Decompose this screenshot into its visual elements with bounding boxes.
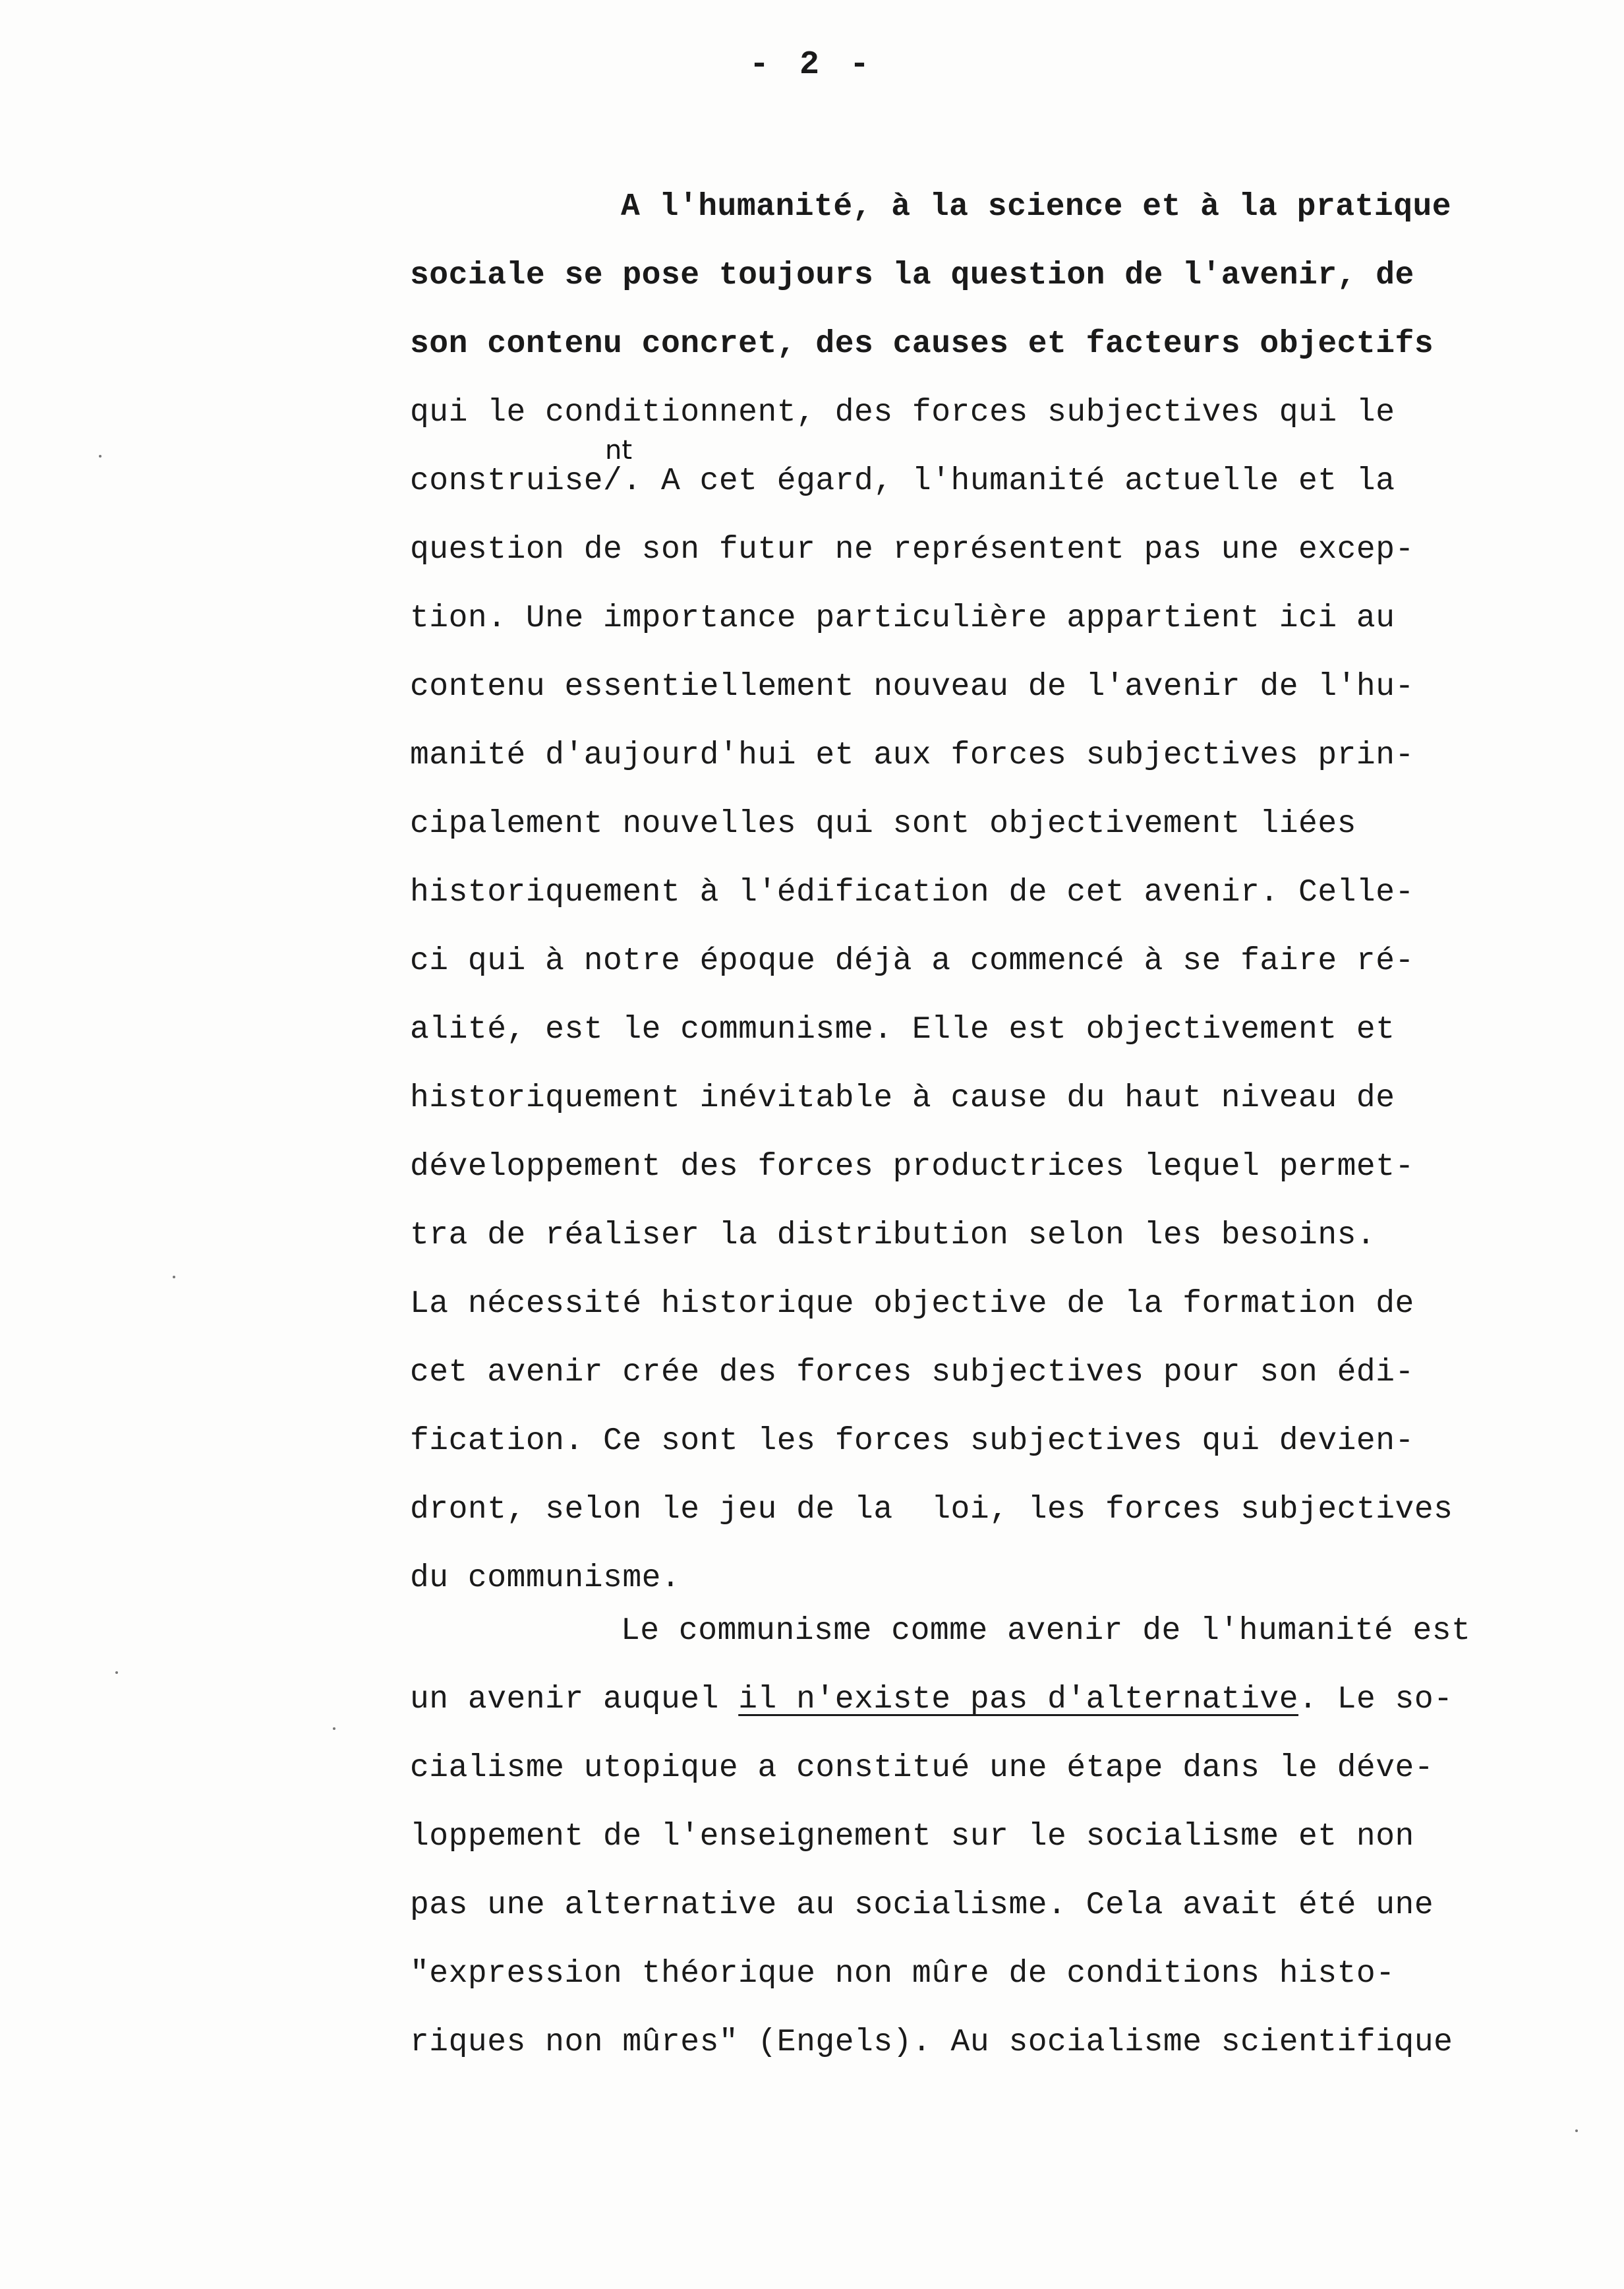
paragraph-1 bbox=[410, 173, 1530, 1613]
text-line: développement des forces productrices lequel permet- bbox=[410, 1149, 1414, 1185]
text-line: "expression théorique non mûre de conditions histo- bbox=[410, 1956, 1395, 1992]
text-line: cet avenir crée des forces subjectives pour son édi- bbox=[410, 1355, 1414, 1390]
text-line: A l'humanité, à la science et à la pratique bbox=[621, 189, 1452, 225]
text-line: cipalement nouvelles qui sont objectivement liées bbox=[410, 806, 1356, 842]
text-line: pas une alternative au socialisme. Cela avait été une bbox=[410, 1888, 1434, 1923]
scan-speck bbox=[99, 455, 102, 458]
text-line: son contenu concret, des causes et facteurs objectifs bbox=[410, 326, 1434, 362]
text-line: manité d'aujourd'hui et aux forces subjectives prin- bbox=[410, 738, 1414, 773]
text-line: riques non mûres" (Engels). Au socialisme scientifique bbox=[410, 2025, 1453, 2060]
text-line: La nécessité historique objective de la formation de bbox=[410, 1286, 1414, 1322]
text-line: question de son futur ne représentent pas une excep- bbox=[410, 532, 1414, 568]
text-line: tion. Une importance particulière appartient ici au bbox=[410, 601, 1395, 636]
text-line: historiquement inévitable à cause du haut niveau de bbox=[410, 1081, 1395, 1116]
text-line: ci qui à notre époque déjà a commencé à se faire ré- bbox=[410, 943, 1414, 979]
scan-speck bbox=[333, 1727, 335, 1730]
text-line: contenu essentiellement nouveau de l'avenir de l'hu- bbox=[410, 669, 1414, 705]
text-line: construise/. A cet égard, l'humanité actuelle et la bbox=[410, 463, 1395, 499]
text-line: historiquement à l'édification de cet avenir. Celle- bbox=[410, 875, 1414, 910]
underlined-phrase: il n'existe pas d'alternative bbox=[738, 1682, 1299, 1717]
scan-speck bbox=[115, 1671, 118, 1674]
scan-speck bbox=[1575, 2129, 1578, 2132]
text-line: fication. Ce sont les forces subjectives qui devien- bbox=[410, 1423, 1414, 1459]
scan-speck bbox=[173, 1276, 175, 1278]
text-line: alité, est le communisme. Elle est objectivement et bbox=[410, 1012, 1395, 1048]
text-line: du communisme. bbox=[410, 1561, 681, 1596]
text-line: cialisme utopique a constitué une étape dans le déve- bbox=[410, 1750, 1434, 1786]
text-line: loppement de l'enseignement sur le socialisme et non bbox=[410, 1819, 1414, 1855]
paragraph-2 bbox=[410, 1597, 1530, 2077]
text-line: sociale se pose toujours la question de l'avenir, de bbox=[410, 258, 1414, 293]
text-segment: . Le so- bbox=[1298, 1682, 1453, 1717]
page-number: - 2 - bbox=[749, 46, 875, 84]
text-line: qui le conditionnent, des forces subjectives qui le bbox=[410, 395, 1395, 431]
text-line: tra de réaliser la distribution selon les besoins. bbox=[410, 1218, 1376, 1253]
text-line: dront, selon le jeu de la loi, les forces subjectives bbox=[410, 1492, 1453, 1528]
text-line: Le communisme comme avenir de l'humanité est bbox=[621, 1613, 1471, 1649]
handwritten-correction: nt bbox=[605, 435, 633, 465]
text-segment: un avenir auquel bbox=[410, 1682, 739, 1717]
text-line bbox=[410, 1665, 1530, 1734]
